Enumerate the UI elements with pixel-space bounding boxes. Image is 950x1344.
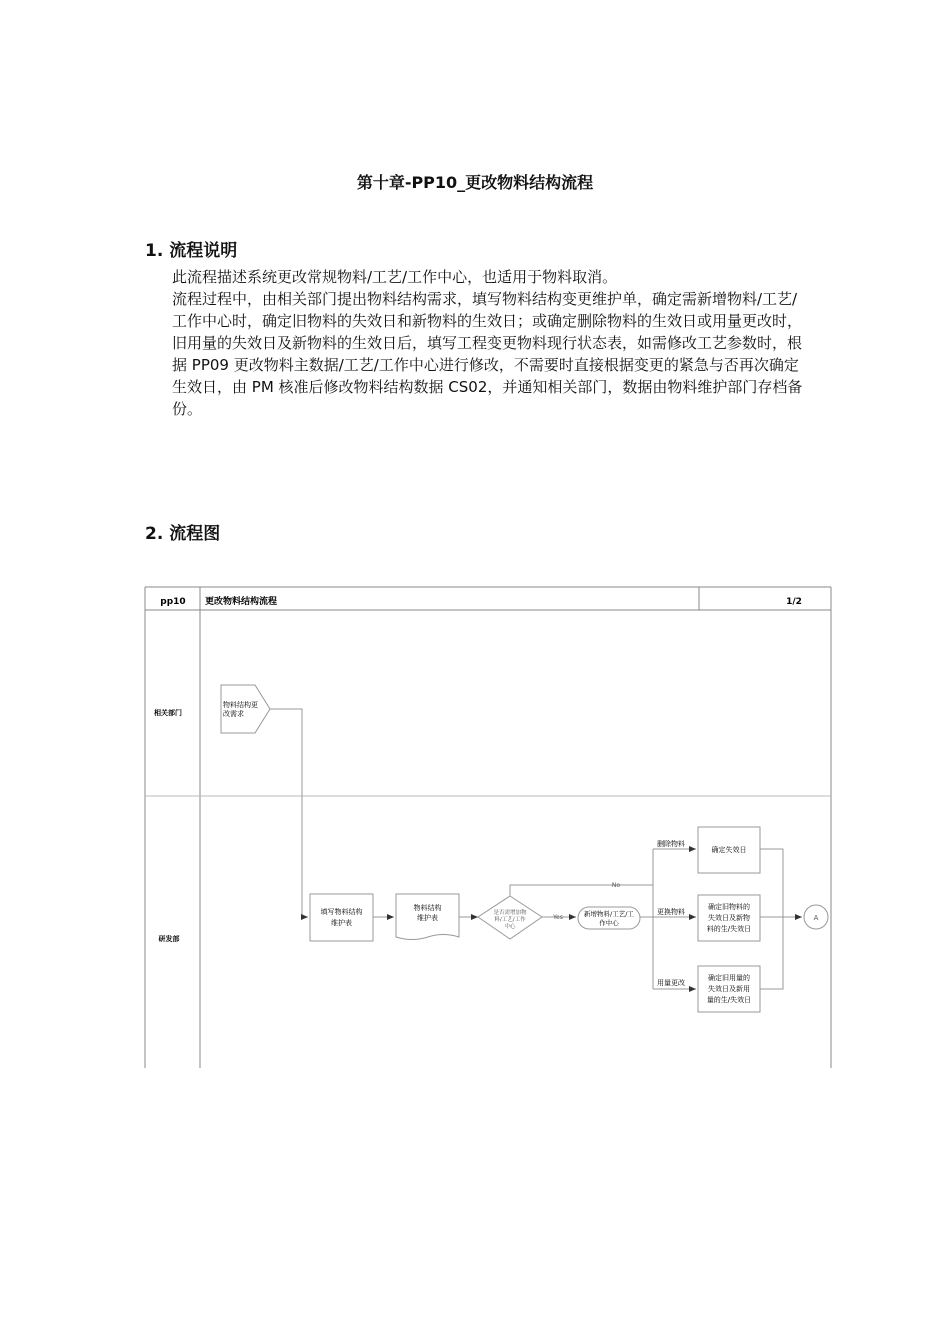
svg-text:料/工艺/工作 [494,915,526,923]
fill-form-node-line-1: 填写物料结构 [320,908,363,916]
request-node-line-1: 物料结构更 [223,701,258,709]
form-document-node-line-2: 维护表 [417,914,438,922]
svg-text:确定旧物料的 [708,902,750,911]
svg-text:改需求 [223,709,244,718]
lane-label-rd-dept: 研发部 [158,935,180,943]
fill-form-node-line-2: 维护表 [331,919,352,927]
svg-text:料的生/失效日 [707,924,751,933]
old-new-dates-node-line-1: 确定旧物料的 [708,903,750,911]
connector-a-node [804,905,828,929]
flowchart-code: pp10 [160,597,186,607]
new-item-node [578,907,640,929]
lane-label-related-dept: 相关部门 [154,709,182,717]
usage-dates-node-line-3: 量的生/失效日 [706,996,752,1004]
decision-node [478,896,542,939]
svg-text:新增物料/工艺/工 [584,909,634,918]
svg-text:维护表 [331,918,352,927]
section-heading-flowchart: 2. 流程图 [145,524,221,544]
svg-text:是否需增加物 [493,908,527,916]
confirm-expiry-node [698,827,760,873]
svg-text:物料结构 [414,903,442,912]
connector-a-label: A [813,914,819,922]
decision-node-line-3: 中心 [504,924,516,930]
form-document-node-line-1: 物料结构 [413,904,442,912]
svg-text:确定旧用量的 [708,973,750,982]
svg-text:确定失效日 [712,845,747,854]
request-node [221,685,270,733]
confirm-expiry-node-line-1: 确定失效日 [711,846,747,854]
svg-text:失效日及新用 [708,984,750,993]
request-node-line-2: 改需求 [223,710,244,718]
new-item-node-line-1: 新增物料/工艺/工 [584,910,634,918]
svg-text:作中心 [599,918,619,927]
svg-text:物料结构更 [223,700,258,709]
flowchart-title: 更改物料结构流程 [205,597,278,607]
description-paragraph-2: 流程过程中，由相关部门提出物料结构需求，填写物料结构变更维护单，确定需新增物料/工艺/工作中心时，确定旧物料的失效日和新物料的生效日；或确定删除物料的生效日或用量更改时，旧用量的失效日及新物料的生效日后，填写工程变更物料现行状态表，如需修改工艺参数时，根据 PP09 更改物料主数据/工艺/工作中心进行修改，不需要时直接根据变更的紧急与否再次确定生效日，由 PM 核准后修改物料结构数据 CS02，并通知相关部门，数据由物料维护部门存档备份。 [172,290,803,418]
usage-dates-node [698,966,760,1012]
description-paragraph-1: 此流程描述系统更改常规物料/工艺/工作中心，也适用于物料取消。 [172,268,618,286]
svg-text:量的生/失效日 [707,995,751,1004]
chapter-title: 第十章-PP10_更改物料结构流程 [356,173,594,192]
decision-node-line-2: 料/工艺/工作 [494,917,526,923]
label-no: No [611,882,621,889]
svg-text:维护表 [417,913,438,922]
old-new-dates-node-line-3: 料的生/失效日 [706,925,752,933]
old-new-dates-node-line-2: 失效日及新物 [708,914,750,922]
flowchart-page: 1/2 [786,597,802,607]
svg-text:填写物料结构 [321,907,363,916]
label-replace: 更换物料 [657,908,685,916]
old-new-dates-node [698,895,760,941]
usage-dates-node-line-1: 确定旧用量的 [708,974,750,982]
decision-node-line-1: 是否需增加物 [493,910,527,916]
form-document-node [396,894,459,940]
label-usage: 用量更改 [657,979,685,987]
fill-form-node [310,894,373,941]
label-delete: 删除物料 [657,840,685,848]
svg-text:中心 [504,922,516,930]
svg-text:失效日及新物 [708,913,750,922]
new-item-node-line-2: 作中心 [599,919,619,927]
label-yes: Yes [553,914,563,921]
section-heading-description: 1. 流程说明 [145,241,238,261]
usage-dates-node-line-2: 失效日及新用 [708,985,750,993]
